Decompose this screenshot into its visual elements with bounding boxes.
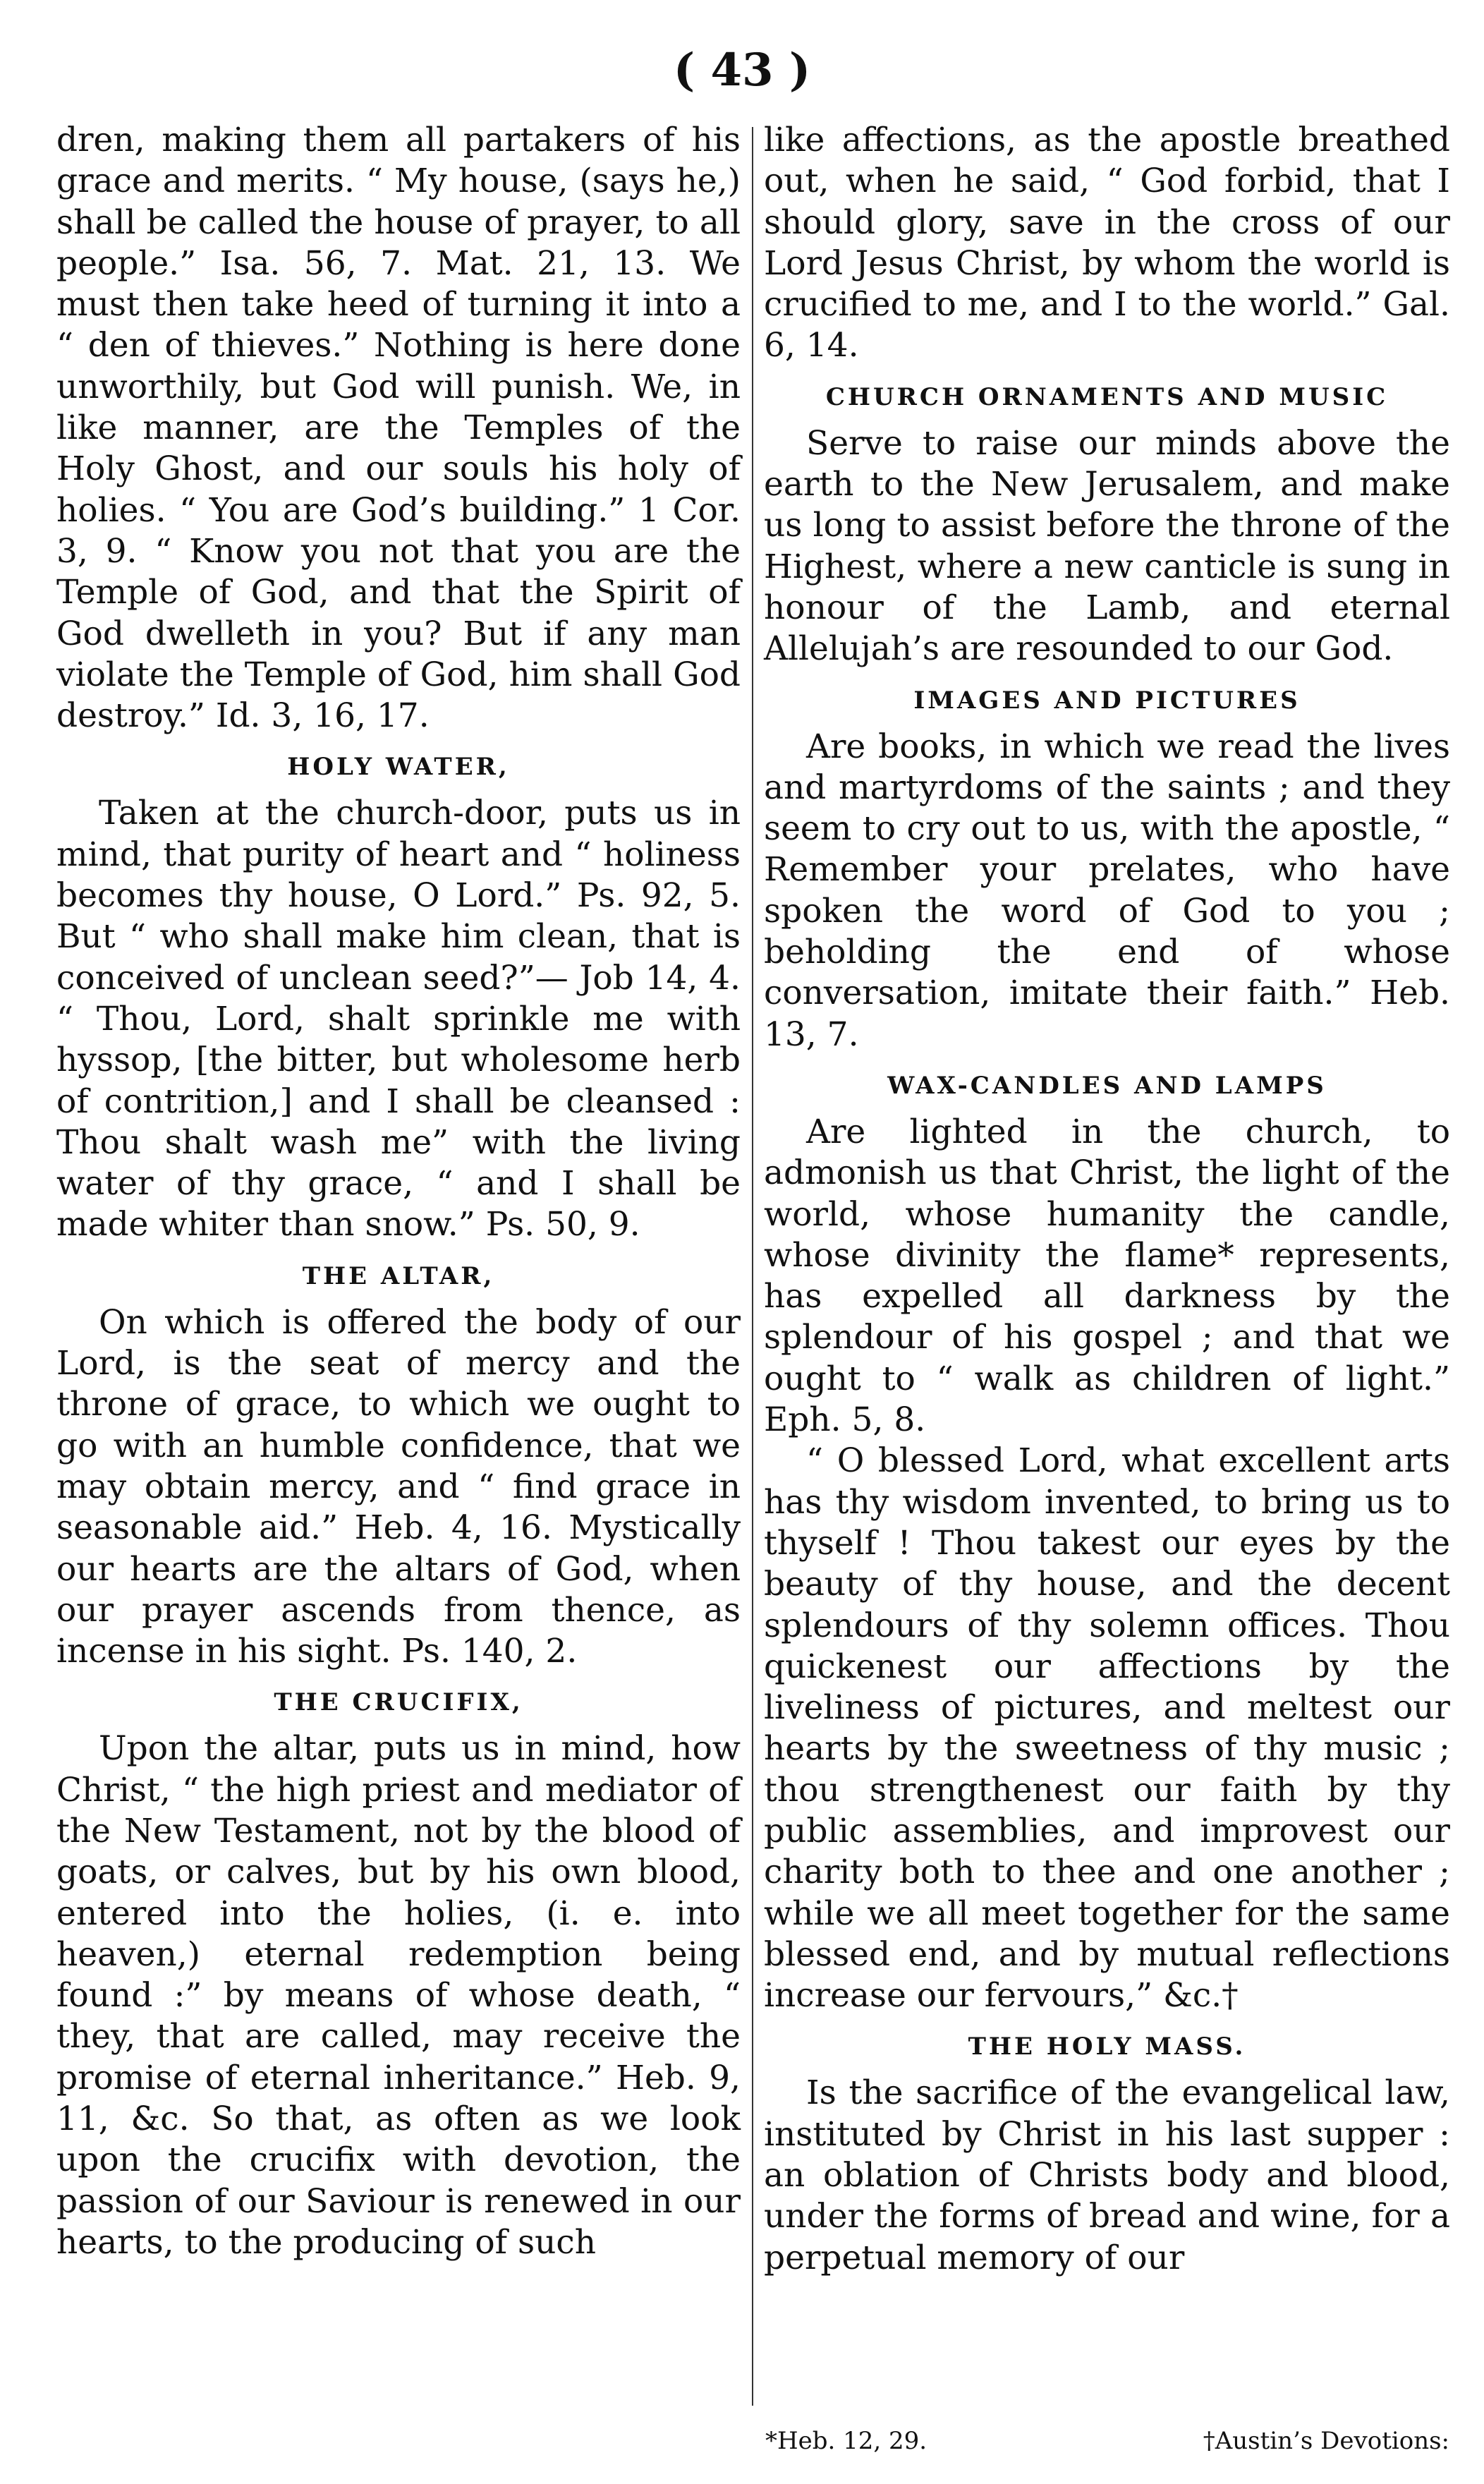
heading-church-ornaments: CHURCH ORNAMENTS AND MUSIC xyxy=(825,382,1389,411)
paragraph-altar: On which is offered the body of our Lord, is the seat of mercy and the throne of grace, to which we ought to go with an humble confidence, that we may obtain mercy, and “ find grace in seasonable aid.” Heb. 4, 16. Mystically our hearts are the altars of God, when our prayer ascends from thence, as incense in his sight. Ps. 140, 2. xyxy=(56,1302,741,1671)
paragraph-blessed-lord: “ O blessed Lord, what excellent arts has thy wisdom invented, to bring us to thyself ! Thou takest our eyes by the beauty of thy house, and the decent splendours of thy solemn offices. Thou quickenest our affections by the liveliness of pictures, and meltest our hearts by the sweetness of thy music ; thou strengthenest our faith by thy public assemblies, and improvest our charity both to thee and one another ; while we all meet together for the same blessed end, and by mutual reflections increase our fervours,” &c.† xyxy=(764,1441,1450,2016)
paragraph-holy-mass: Is the sacrifice of the evangelical law, instituted by Christ in his last supper : an oblation of Christs body and blood, under the forms of bread and wine, for a perpetual memory of our xyxy=(764,2073,1450,2277)
left-column xyxy=(56,120,741,2263)
paragraph-temple: dren, making them all partakers of his grace and merits. “ My house, (says he,) shall be called the house of prayer, to all people.” Isa. 56, 7. Mat. 21, 13. We must then take heed of turning it into a “ den of thieves.” Nothing is here done unworthily, but God will punish. We, in like manner, are the Temples of the Holy Ghost, and our souls his holy of holies. “ You are God’s building.” 1 Cor. 3, 9. “ Know you not that you are the Temple of God, and that the Spirit of God dwelleth in you? But if any man violate the Temple of God, him shall God destroy.” Id. 3, 16, 17. xyxy=(56,121,741,736)
page-number: ( 43 ) xyxy=(673,44,811,97)
paragraph-holy-water: Taken at the church-door, puts us in mind, that purity of heart and “ holiness becomes thy house, O Lord.” Ps. 92, 5. But “ who shall make him clean, that is conceived of unclean seed?”— Job 14, 4. “ Thou, Lord, shalt sprinkle me with hyssop, [the bitter, but wholesome herb of contrition,] and I shall be cleansed : Thou shalt wash me” with the living water of thy grace, “ and I shall be made whiter than snow.” Ps. 50, 9. xyxy=(56,794,741,1244)
paragraph-affections: like affections, as the apostle breathed out, when he said, “ God forbid, that I should glory, save in the cross of our Lord Jesus Christ, by whom the world is crucified to me, and I to the world.” Gal. 6, 14. xyxy=(764,121,1450,365)
heading-altar: THE ALTAR, xyxy=(302,1261,495,1290)
heading-crucifix: THE CRUCIFIX, xyxy=(274,1688,523,1717)
paragraph-church-ornaments: Serve to raise our minds above the earth to the New Jerusalem, and make us long to assist before the throne of the Highest, where a new canticle is sung in honour of the Lamb, and eternal Allelujah’s are resounded to our God. xyxy=(764,423,1450,669)
paragraph-wax-candles: Are lighted in the church, to admonish us that Christ, the light of the world, whose humanity the candle, whose divinity the flame* represents, has expelled all darkness by the splendour of his gospel ; and that we ought to “ walk as children of light.” Eph. 5, 8. xyxy=(764,1112,1450,1440)
footnotes xyxy=(765,2427,1449,2455)
footnote-austin: †Austin’s Devotions: xyxy=(1203,2427,1449,2455)
heading-images: IMAGES AND PICTURES xyxy=(913,686,1301,715)
heading-holy-water: HOLY WATER, xyxy=(287,753,510,782)
heading-holy-mass: THE HOLY MASS. xyxy=(968,2032,1246,2061)
paragraph-crucifix: Upon the altar, puts us in mind, how Christ, “ the high priest and mediator of the New Testament, not by the blood of goats, or calves, but by his own blood, entered into the holies, (i. e. into heaven,) eternal redemption being found :” by means of whose death, “ they, that are called, may receive the promise of eternal inheritance.” Heb. 9, 11, &c. So that, as often as we look upon the crucifix with devotion, the passion of our Saviour is renewed in our hearts, to the producing of such xyxy=(56,1729,741,2262)
right-column xyxy=(764,120,1450,2279)
column-divider xyxy=(752,127,753,2406)
heading-wax-candles: WAX-CANDLES AND LAMPS xyxy=(887,1071,1327,1100)
footnote-heb: *Heb. 12, 29. xyxy=(765,2427,928,2455)
paragraph-images: Are books, in which we read the lives and martyrdoms of the saints ; and they seem to cry out to us, with the apostle, “ Remember your prelates, who have spoken the word of God to you ; beholding the end of whose conversation, imitate their faith.” Heb. 13, 7. xyxy=(764,727,1450,1054)
